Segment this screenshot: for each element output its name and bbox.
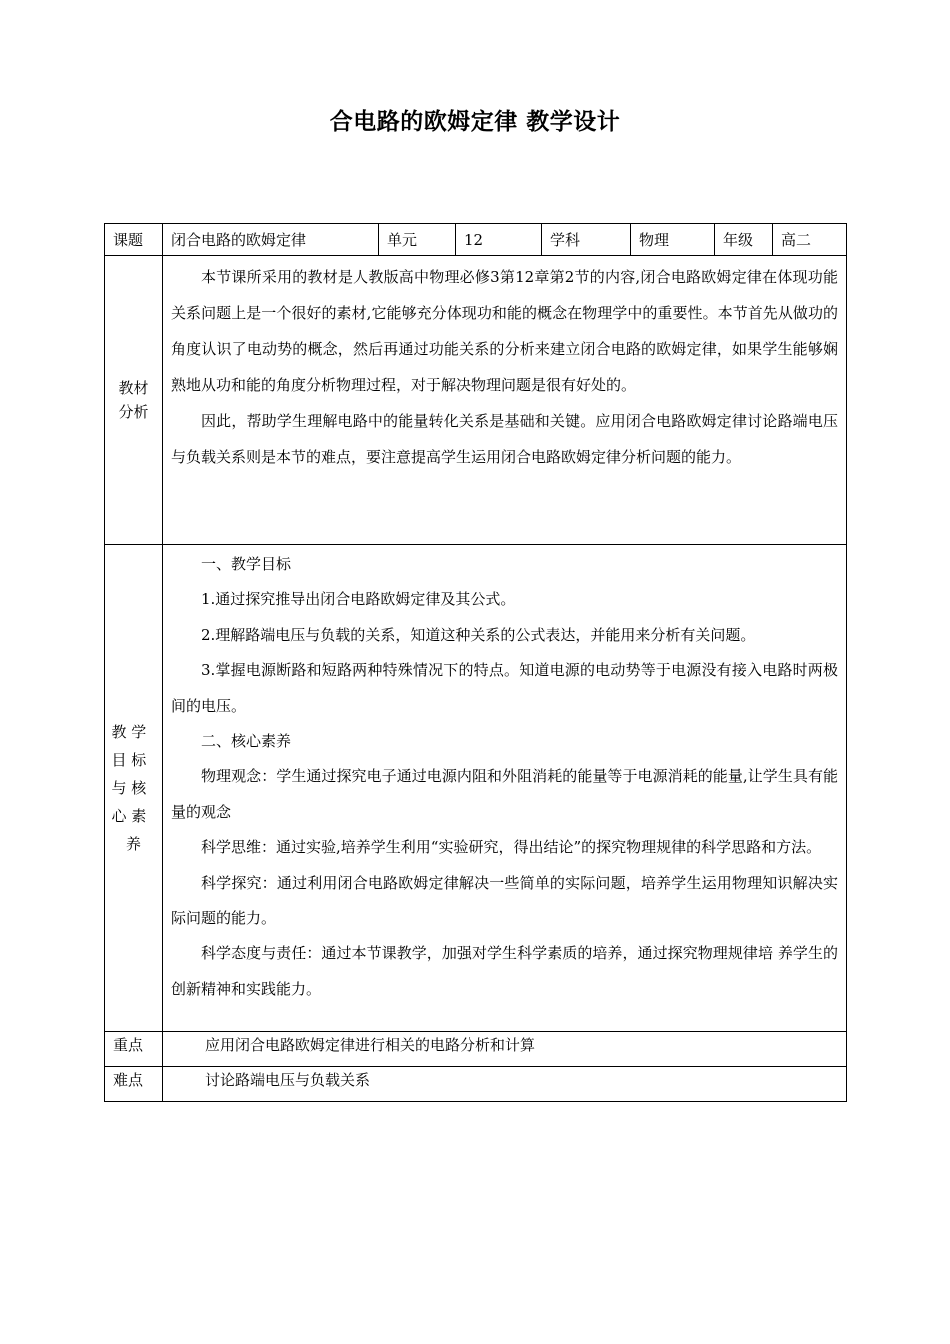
unit-value: 12 xyxy=(456,224,542,256)
goals-label-line: 心 素 xyxy=(111,807,147,825)
analysis-label-line-2: 分析 xyxy=(118,403,149,421)
subject-value: 物理 xyxy=(631,224,715,256)
goals-item: 1.通过探究推导出闭合电路欧姆定律及其公式。 xyxy=(201,590,516,609)
literacy-item: 科学探究：通过利用闭合电路欧姆定律解决一些简单的实际问题，培养学生运用物理知识解决实际问题的能力。 xyxy=(171,873,838,928)
goals-content xyxy=(163,545,847,1032)
analysis-paragraph: 本节课所采用的教材是人教版高中物理必修3第12章第2节的内容,闭合电路欧姆定律在体现功能关系问题上是一个很好的素材,它能够充分体现功和能的概念在物理学中的重要性。本节首先从做功的角度认识了电动势的概念，然后再通过功能关系的分析来建立闭合电路的欧姆定律，如果学生能够娴熟地从功和能的角度分析物理过程，对于解决物理问题是很有好处的。 xyxy=(171,268,838,394)
topic-label: 课题 xyxy=(105,224,163,256)
goals-label xyxy=(105,545,163,1032)
goals-label-line: 与 核 xyxy=(111,779,147,797)
key-point-row xyxy=(105,1032,847,1067)
lesson-plan-table xyxy=(104,223,847,1102)
goals-label-line: 教 学 xyxy=(111,723,147,741)
topic-value: 闭合电路的欧姆定律 xyxy=(163,224,379,256)
grade-label: 年级 xyxy=(715,224,773,256)
analysis-row xyxy=(105,256,847,545)
literacy-heading: 二、核心素养 xyxy=(201,732,292,751)
goals-item: 3.掌握电源断路和短路两种特殊情况下的特点。知道电源的电动势等于电源没有接入电路时两极间的电压。 xyxy=(171,661,838,715)
literacy-item: 物理观念：学生通过探究电子通过电源内阻和外阻消耗的能量等于电源消耗的能量,让学生具有能量的观念 xyxy=(171,767,838,821)
key-point-label: 重点 xyxy=(105,1032,163,1067)
analysis-content xyxy=(163,256,847,545)
difficulty-row xyxy=(105,1067,847,1102)
analysis-label xyxy=(105,256,163,545)
grade-value: 高二 xyxy=(773,224,847,256)
key-point-value: 应用闭合电路欧姆定律进行相关的电路分析和计算 xyxy=(163,1032,847,1067)
literacy-item: 科学态度与责任：通过本节课教学，加强对学生科学素质的培养，通过探究物理规律培 养学生的创新精神和实践能力。 xyxy=(171,944,838,998)
subject-label: 学科 xyxy=(542,224,631,256)
header-row xyxy=(105,224,847,256)
unit-label: 单元 xyxy=(379,224,456,256)
goals-item: 2.理解路端电压与负载的关系，知道这种关系的公式表达，并能用来分析有关问题。 xyxy=(201,625,756,644)
goals-row xyxy=(105,545,847,1032)
document-title: 合电路的欧姆定律 教学设计 xyxy=(329,109,621,135)
literacy-item: 科学思维：通过实验,培养学生利用“实验研究，得出结论”的探究物理规律的科学思路和方法。 xyxy=(201,838,822,857)
difficulty-label: 难点 xyxy=(105,1067,163,1102)
goals-label-line: 目 标 xyxy=(111,751,147,769)
goals-label-line: 养 xyxy=(125,835,141,853)
difficulty-value: 讨论路端电压与负载关系 xyxy=(163,1067,847,1102)
analysis-label-line-1: 教材 xyxy=(118,379,149,397)
goals-heading: 一、教学目标 xyxy=(201,555,292,573)
analysis-paragraph: 因此，帮助学生理解电路中的能量转化关系是基础和关键。应用闭合电路欧姆定律讨论路端电压与负载关系则是本节的难点，要注意提高学生运用闭合电路欧姆定律分析问题的能力。 xyxy=(171,412,838,466)
